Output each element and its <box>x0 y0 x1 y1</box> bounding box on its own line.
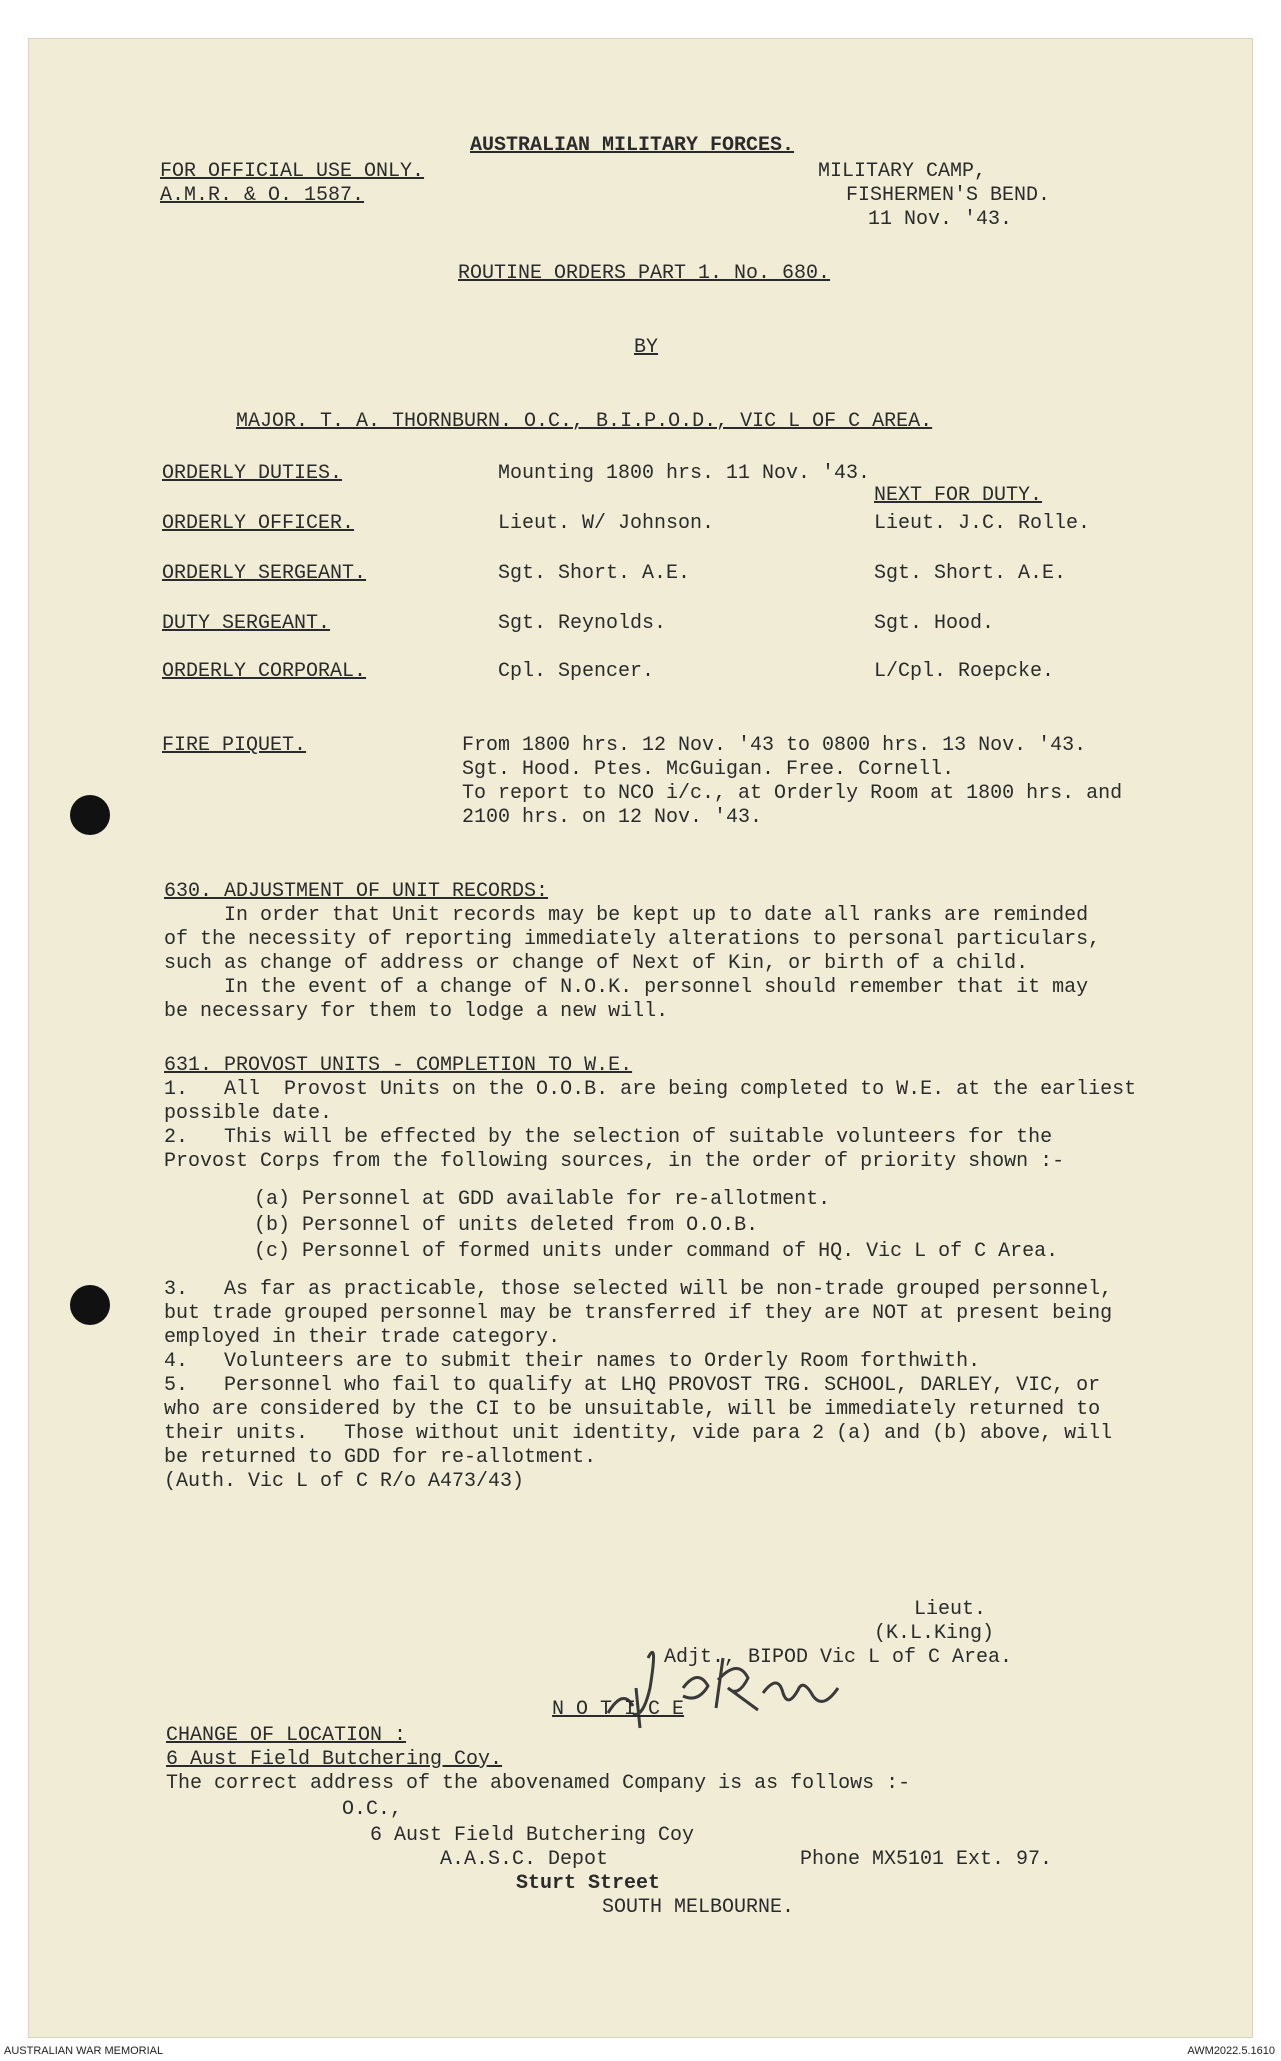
camp-place: FISHERMEN'S BEND. <box>846 184 1051 207</box>
item-631-sub-item: (c) Personnel of formed units under command of HQ. Vic L of C Area. <box>254 1240 1059 1263</box>
address-line: 6 Aust Field Butchering Coy <box>370 1824 695 1847</box>
phone-number: Phone MX5101 Ext. 97. <box>800 1848 1053 1871</box>
duty-label: ORDERLY SERGEANT. <box>162 562 367 585</box>
fire-piquet-line: 2100 hrs. on 12 Nov. '43. <box>462 806 763 829</box>
routine-orders-title: ROUTINE ORDERS PART 1. No. 680. <box>458 262 831 285</box>
address-line: O.C., <box>342 1798 403 1821</box>
address-line: A.A.S.C. Depot <box>440 1848 609 1871</box>
by-label: BY <box>634 336 659 359</box>
item-630-heading: 630. ADJUSTMENT OF UNIT RECORDS: <box>164 880 549 903</box>
item-631-line: but trade grouped personnel may be transferred if they are NOT at present being <box>164 1302 1113 1325</box>
signatory-title: Adjt., BIPOD Vic L of C Area. <box>664 1646 1013 1669</box>
duty-current: Mounting 1800 hrs. 11 Nov. '43. <box>498 462 871 485</box>
org-heading: AUSTRALIAN MILITARY FORCES. <box>470 134 795 157</box>
item-631-line: employed in their trade category. <box>164 1326 561 1349</box>
item-631-line: be returned to GDD for re-allotment. <box>164 1446 597 1469</box>
notice-unit: 6 Aust Field Butchering Coy. <box>166 1748 503 1771</box>
item-630-line: such as change of address or change of Next of Kin, or birth of a child. <box>164 952 1029 975</box>
fire-piquet-label: FIRE PIQUET. <box>162 734 307 757</box>
item-630-line: In order that Unit records may be kept up to date all ranks are reminded <box>164 904 1089 927</box>
item-631-line: 5. Personnel who fail to qualify at LHQ PROVOST TRG. SCHOOL, DARLEY, VIC, or <box>164 1374 1101 1397</box>
item-631-heading: 631. PROVOST UNITS - COMPLETION TO W.E. <box>164 1054 633 1077</box>
duty-label: ORDERLY CORPORAL. <box>162 660 367 683</box>
duty-next: Sgt. Short. A.E. <box>874 562 1067 585</box>
archive-reference: AWM2022.5.1610 <box>1187 2045 1275 2057</box>
fire-piquet-line: To report to NCO i/c., at Orderly Room at 1800 hrs. and <box>462 782 1123 805</box>
notice-subheading: CHANGE OF LOCATION : <box>166 1724 407 1747</box>
punch-hole <box>70 795 110 835</box>
address-line: SOUTH MELBOURNE. <box>602 1896 795 1919</box>
item-631-sub-item: (b) Personnel of units deleted from O.O.B. <box>254 1214 759 1237</box>
item-631-line: 1. All Provost Units on the O.O.B. are being completed to W.E. at the earliest <box>164 1078 1137 1101</box>
item-631-line: 3. As far as practicable, those selected will be non-trade grouped personnel, <box>164 1278 1113 1301</box>
item-631-line: possible date. <box>164 1102 333 1125</box>
duty-next: L/Cpl. Roepcke. <box>874 660 1055 683</box>
duty-current: Sgt. Reynolds. <box>498 612 667 635</box>
next-for-duty-header: NEXT FOR DUTY. <box>874 484 1043 507</box>
archive-credit: AUSTRALIAN WAR MEMORIAL <box>4 2045 164 2057</box>
issuing-officer: MAJOR. T. A. THORNBURN. O.C., B.I.P.O.D., VIC L OF C AREA. <box>236 410 933 433</box>
notice-intro: The correct address of the abovenamed Company is as follows :- <box>166 1772 911 1795</box>
item-631-line: 2. This will be effected by the selection of suitable volunteers for the <box>164 1126 1053 1149</box>
punch-hole <box>70 1285 110 1325</box>
duty-current: Sgt. Short. A.E. <box>498 562 691 585</box>
duty-next: Lieut. J.C. Rolle. <box>874 512 1091 535</box>
signatory-name: (K.L.King) <box>874 1622 995 1645</box>
item-631-line: 4. Volunteers are to submit their names to Orderly Room forthwith. <box>164 1350 981 1373</box>
item-631-line: their units. Those without unit identity, vide para 2 (a) and (b) above, will <box>164 1422 1113 1445</box>
duty-current: Lieut. W/ Johnson. <box>498 512 715 535</box>
duty-label: ORDERLY DUTIES. <box>162 462 343 485</box>
fire-piquet-line: From 1800 hrs. 12 Nov. '43 to 0800 hrs. 13 Nov. '43. <box>462 734 1087 757</box>
order-date: 11 Nov. '43. <box>868 208 1013 231</box>
item-630-line: be necessary for them to lodge a new will. <box>164 1000 669 1023</box>
duty-label: DUTY SERGEANT. <box>162 612 331 635</box>
item-631-authority: (Auth. Vic L of C R/o A473/43) <box>164 1470 525 1493</box>
document-page <box>28 38 1253 2038</box>
official-use-label: FOR OFFICIAL USE ONLY. <box>160 160 425 183</box>
item-630-line: of the necessity of reporting immediately alterations to personal particulars, <box>164 928 1101 951</box>
amr-reference: A.M.R. & O. 1587. <box>160 184 365 207</box>
item-631-line: who are considered by the CI to be unsuitable, will be immediately returned to <box>164 1398 1101 1421</box>
item-631-line: Provost Corps from the following sources, in the order of priority shown :- <box>164 1150 1065 1173</box>
notice-heading: N O T I C E <box>552 1698 685 1721</box>
address-line: Sturt Street <box>516 1872 661 1895</box>
item-631-sub-item: (a) Personnel at GDD available for re-allotment. <box>254 1188 831 1211</box>
duty-next: Sgt. Hood. <box>874 612 995 635</box>
fire-piquet-line: Sgt. Hood. Ptes. McGuigan. Free. Cornell. <box>462 758 955 781</box>
signatory-rank: Lieut. <box>914 1598 987 1621</box>
duty-current: Cpl. Spencer. <box>498 660 655 683</box>
duty-label: ORDERLY OFFICER. <box>162 512 355 535</box>
item-630-line: In the event of a change of N.O.K. personnel should remember that it may <box>164 976 1089 999</box>
camp-name: MILITARY CAMP, <box>818 160 987 183</box>
